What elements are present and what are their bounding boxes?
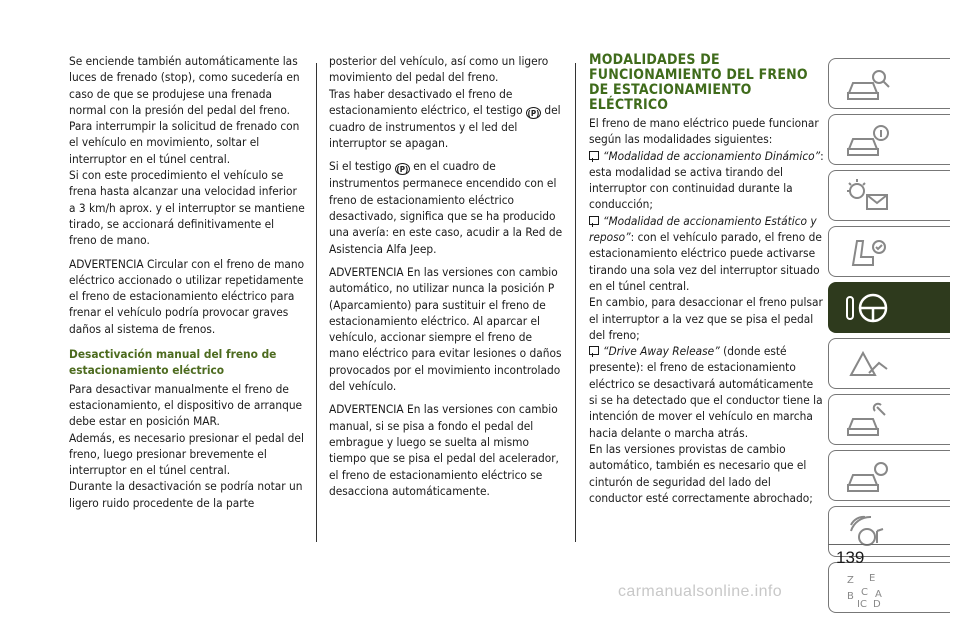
paragraph: En las versiones provistas de cambio automático, también es necesario que el cinturón de seguridad del lado del conductor esté correctamente abrochado; [589,441,813,505]
paragraph: Se enciende también automáticamente las luces de frenado (stop), como sucedería en caso de que se produjese una frenada normal con la presión del pedal del freno. [69,54,300,117]
paragraph: Para desactivar manualmente el freno de estacionamiento, el dispositivo de arranque debe estar en posición MAR. [69,381,303,429]
footer-rule [828,544,950,545]
car-info-icon [843,119,893,161]
tab-emergency[interactable] [828,338,950,389]
seat-safety-icon [843,231,893,273]
emergency-triangle-icon [843,343,893,385]
car-specs-icon [843,455,893,497]
list-item [589,213,825,294]
parking-brake-warning-icon: (P) [396,165,409,175]
svg-text:IC: IC [857,599,867,609]
paragraph-text: Tras haber desactivado el freno de estacionamiento eléctrico, el testigo [329,86,523,117]
mode-title: “Modalidad de accionamiento Dinámico” [603,148,821,163]
svg-text:D: D [873,599,881,609]
warning-lights-icon [843,175,893,217]
paragraph: Además, es necesario presionar el pedal del freno, luego presionar brevemente el interruptor en el túnel central. [69,430,304,478]
tab-car-info[interactable] [828,114,950,165]
warning-paragraph: ADVERTENCIA En las versiones con cambio manual, si se pisa a fondo el pedal del embrague y luego se suelta al mismo tiempo que se pisa el pedal del acelerador, el freno de estacionamiento eléctrico se desacciona automáticamente. [329,402,559,498]
bullet-icon [589,216,599,225]
index-icon [843,567,893,609]
tab-seat-safety[interactable] [828,226,950,277]
paragraph: Durante la desactivación se podría notar un ligero ruido procedente de la parte [69,479,303,510]
page-number: 139 [836,548,865,567]
bullet-icon [589,346,599,355]
paragraph: Para interrumpir la solicitud de frenado con el vehículo en movimiento, soltar el interruptor en el túnel central. [69,119,300,166]
text-column-1 [69,53,305,518]
warning-paragraph: ADVERTENCIA Circular con el freno de mano eléctrico accionado o utilizar repetidamente el freno de estacionamiento eléctrico para frenar el vehículo podría provocar graves daños al sistema de frenos. [69,256,305,336]
subheading: Desactivación manual del freno de estacionamiento eléctrico [69,347,277,378]
column-divider [575,63,576,542]
column-divider [316,63,317,542]
paragraph: En cambio, para desaccionar el freno pulsar el interruptor a la vez que se pisa el pedal del freno; [589,295,823,342]
paragraph: posterior del vehículo, así como un ligero movimiento del pedal del freno. [329,54,549,85]
svg-text:A: A [875,589,882,600]
wrench-car-icon [843,399,893,441]
watermark: carmanualsonline.info [618,583,783,600]
paragraph-text: Si el testigo [329,159,392,174]
bullet-icon [589,151,599,160]
paragraph: El freno de mano eléctrico puede funcionar según las modalidades siguientes: [589,116,819,147]
tab-warning-lights[interactable] [828,170,950,221]
paragraph-text: en el cuadro de instrumentos permanece encendido con el freno de estacionamiento eléctrico desactivado, significa que se ha producido una avería: en este caso, acudir a la Red de Asistencia Alfa Jeep. [329,159,563,256]
text-column-3 [589,53,825,513]
tab-index[interactable] [828,562,950,613]
svg-text:Z: Z [847,575,854,586]
section-heading: MODALIDADES DE FUNCIONAMIENTO DEL FRENO DE ESTACIONAMIENTO ELÉCTRICO [589,52,808,113]
list-item [589,343,825,441]
svg-text:E: E [869,573,876,584]
text-column-2 [329,53,565,506]
mode-title: “Modalidad de accionamiento Estático y reposo” [589,213,817,245]
svg-text:C: C [861,587,868,598]
steering-key-icon [843,287,893,329]
paragraph [329,86,565,152]
multimedia-icon [843,511,893,553]
mode-text: : esta modalidad se activa tirando del interruptor con continuidad durante la conducción; [589,148,824,212]
mode-text: (donde esté presente): el freno de estacionamiento eléctrico se desactivará automáticamente si se ha detectado que el conductor tiene la intención de mover el vehículo en marcha hacia delante o marcha atrás. [589,344,823,440]
tab-car-search[interactable] [828,58,950,109]
tab-technical-data[interactable] [828,450,950,501]
svg-text:B: B [847,591,854,602]
parking-brake-warning-icon: (P) [527,108,540,118]
paragraph-text: del cuadro de instrumentos y el led del interruptor se apagan. [329,102,561,151]
tab-starting-driving[interactable] [828,282,950,333]
mode-title: “Drive Away Release” [603,344,720,359]
warning-paragraph: ADVERTENCIA En las versiones con cambio automático, no utilizar nunca la posición P (Aparcamiento) para sustituir el freno de estacionamiento eléctrico. Al aparcar el vehículo, accionar siempre el freno de mano eléctrico para evitar lesiones o daños provocados por el movimiento incontrolado del vehículo. [329,264,562,394]
paragraph: Si con este procedimiento el vehículo se frena hasta alcanzar una velocidad inferior a 3 km/h aprox. y el interruptor se mantiene tirado, se accionará definitivamente el freno de mano. [69,168,305,248]
mode-text: : con el vehículo parado, el freno de estacionamiento eléctrico puede activarse tirando una sola vez del interruptor situado en el túnel central. [589,230,822,293]
list-item [589,148,825,213]
car-search-icon [843,63,893,105]
tab-maintenance[interactable] [828,394,950,445]
chapter-tabs [828,58,950,618]
paragraph [329,158,565,256]
